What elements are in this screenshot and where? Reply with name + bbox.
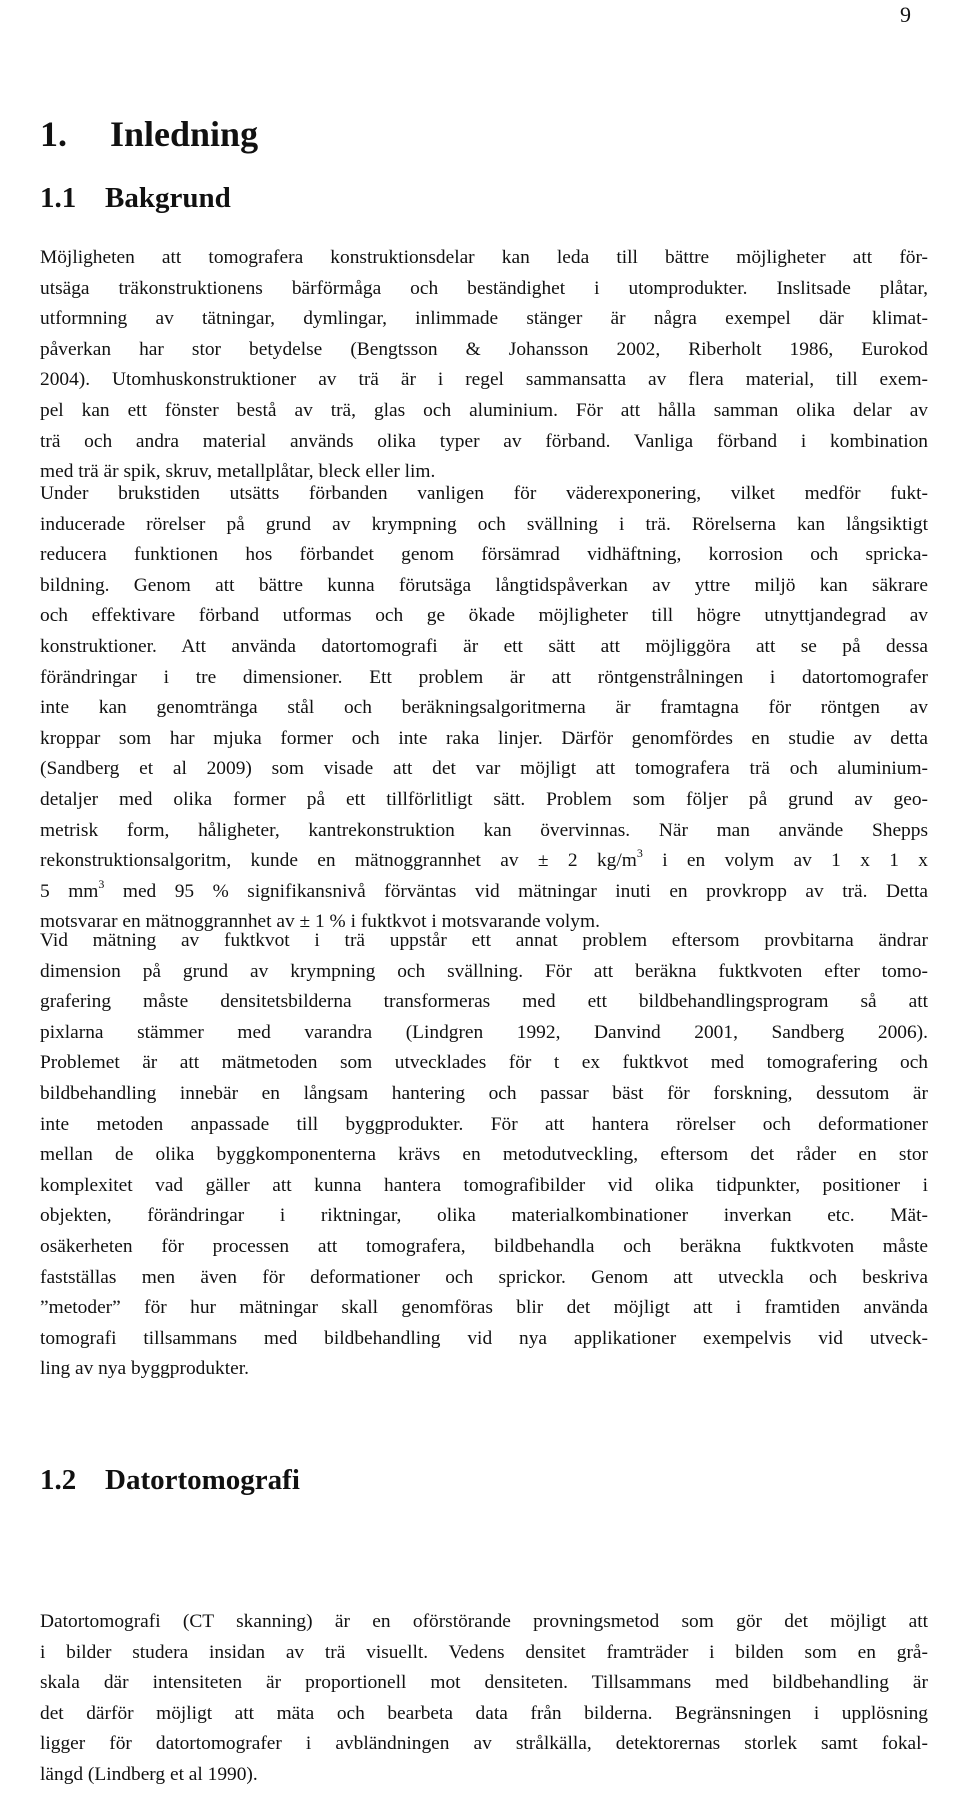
text-line: och effektivare förband utformas och ge ökade möjligheter till högre utnyttjandegrad av xyxy=(40,605,928,627)
text-line: detaljer med olika former på ett tillförlitligt sätt. Problem som följer på grund av geo- xyxy=(40,788,928,810)
text-line: bildbehandling innebär en långsam hantering och passar bäst för forskning, dessutom är xyxy=(40,1082,928,1104)
text-line: inte metoden anpassade till byggprodukter. För att hantera rörelser och deformationer xyxy=(40,1113,928,1135)
paragraph-4 xyxy=(40,1607,928,1791)
text-line: ”metoder” för hur mätningar skall genomföras blir det möjligt att i framtiden använda xyxy=(40,1297,928,1319)
text-line: konstruktioner. Att använda datortomografi är ett sätt att möjliggöra att se på dessa xyxy=(40,635,928,657)
section-number: 1. xyxy=(40,114,67,154)
text-line: grafering måste densitetsbilderna transformeras med ett bildbehandlingsprogram så att xyxy=(40,991,928,1013)
text-line: ligger för datortomografer i avbländningen av strålkälla, detektorernas storlek samt fokal- xyxy=(40,1733,928,1755)
text-line: Under brukstiden utsätts förbanden vanligen för väderexponering, vilket medför fukt- xyxy=(40,483,928,504)
text-line: komplexitet vad gäller att kunna hantera tomografibilder vid olika tidpunkter, positioner i xyxy=(40,1174,928,1196)
text-line: mellan de olika byggkomponenterna krävs en metodutveckling, eftersom det råder en stor xyxy=(40,1144,928,1166)
text-line: (Sandberg et al 2009) som visade att det var möjligt att tomografera trä och aluminium- xyxy=(40,758,928,780)
subsection-title: Bakgrund xyxy=(105,182,231,214)
text-line: det därför möjligt att mäta och bearbeta data från bilderna. Begränsningen i upplösning xyxy=(40,1702,928,1724)
text-line: osäkerheten för processen att tomografera, bildbehandla och beräkna fuktkvoten måste xyxy=(40,1235,928,1257)
text-run: rekonstruktionsalgoritm, kunde en mätnoggrannhet av ± 2 kg/m xyxy=(40,850,637,872)
page-number: 9 xyxy=(900,2,911,27)
text-line: med trä är spik, skruv, metallplåtar, bleck eller lim. xyxy=(40,461,436,483)
text-line: reducera funktionen hos förbandet genom försämrad vidhäftning, korrosion och spricka- xyxy=(40,544,928,566)
text-line: 2004). Utomhuskonstruktioner av trä är i regel sammansatta av flera material, till exem- xyxy=(40,369,928,391)
text-line: pixlarna stämmer med varandra (Lindgren 1992, Danvind 2001, Sandberg 2006). xyxy=(40,1021,928,1043)
text-run: i en volym av 1 x 1 x xyxy=(642,850,928,872)
text-line-with-superscript xyxy=(40,877,928,908)
text-run: med 95 % signifikansnivå förväntas vid mätningar inuti en provkropp av trä. Detta xyxy=(104,880,928,902)
text-line: inducerade rörelser på grund av krympning och svällning i trä. Rörelserna kan långsiktigt xyxy=(40,513,928,535)
text-line: förändringar i tre dimensioner. Ett problem är att röntgenstrålningen i datortomografer xyxy=(40,666,928,688)
subsection-heading-bakgrund xyxy=(40,180,231,216)
text-line: utformning av tätningar, dymlingar, inlimmade stänger är några exempel där klimat- xyxy=(40,308,928,330)
text-line: Vid mätning av fuktkvot i trä uppstår ett annat problem eftersom provbitarna ändrar xyxy=(40,930,928,951)
text-line: trä och andra material används olika typer av förband. Vanliga förband i kombination xyxy=(40,430,928,452)
section-heading xyxy=(40,110,258,158)
text-line: påverkan har stor betydelse (Bengtsson & Johansson 2002, Riberholt 1986, Eurokod xyxy=(40,338,928,360)
subsection-number: 1.1 xyxy=(40,182,77,214)
paragraph-1 xyxy=(40,243,928,488)
text-line: motsvarar en mätnoggrannhet av ± 1 % i fuktkvot i motsvarande volym. xyxy=(40,911,600,933)
text-line: Datortomografi (CT skanning) är en oförstörande provningsmetod som gör det möjligt att xyxy=(40,1611,928,1632)
paragraph-3 xyxy=(40,926,928,1385)
text-line: Möjligheten att tomografera konstruktionsdelar kan leda till bättre möjligheter att för- xyxy=(40,247,928,268)
text-line: längd (Lindberg et al 1990). xyxy=(40,1763,258,1785)
text-line: ling av nya byggprodukter. xyxy=(40,1358,249,1380)
text-line: pel kan ett fönster bestå av trä, glas och aluminium. För att hålla samman olika delar av xyxy=(40,399,928,421)
text-line-with-superscript xyxy=(40,846,928,877)
superscript: 3 xyxy=(636,846,643,861)
text-line: inte kan genomtränga stål och beräkningsalgoritmerna är framtagna för röntgen av xyxy=(40,697,928,719)
text-line: kroppar som har mjuka former och inte raka linjer. Därför genomfördes en studie av detta xyxy=(40,727,928,749)
text-run: 5 mm xyxy=(40,880,99,902)
subsection-title: Datortomografi xyxy=(105,1464,300,1496)
text-line: metrisk form, håligheter, kantrekonstruktion kan övervinnas. När man använde Shepps xyxy=(40,819,928,841)
subsection-heading-datortomografi xyxy=(40,1462,300,1498)
text-line: fastställas men även för deformationer och sprickor. Genom att utveckla och beskriva xyxy=(40,1266,928,1288)
text-line: bildning. Genom att bättre kunna förutsäga långtidspåverkan av yttre miljö kan säkrare xyxy=(40,574,928,596)
superscript: 3 xyxy=(98,876,105,891)
text-line: tomografi tillsammans med bildbehandling vid nya applikationer exempelvis vid utveck- xyxy=(40,1327,928,1349)
text-line: skala där intensiteten är proportionell mot densiteten. Tillsammans med bildbehandling är xyxy=(40,1672,928,1694)
text-line: dimension på grund av krympning och svällning. För att beräkna fuktkvoten efter tomo- xyxy=(40,960,928,982)
paragraph-2 xyxy=(40,479,928,938)
subsection-number: 1.2 xyxy=(40,1464,77,1496)
text-line: i bilder studera insidan av trä visuellt. Vedens densitet framträder i bilden som en grå- xyxy=(40,1641,928,1663)
text-line: utsäga träkonstruktionens bärförmåga och beständighet i utomprodukter. Inslitsade plåtar, xyxy=(40,277,928,299)
text-line: objekten, förändringar i riktningar, olika materialkombinationer inverkan etc. Mät- xyxy=(40,1205,928,1227)
section-title: Inledning xyxy=(110,114,259,154)
text-line: Problemet är att mätmetoden som utvecklades för t ex fuktkvot med tomografering och xyxy=(40,1052,928,1074)
